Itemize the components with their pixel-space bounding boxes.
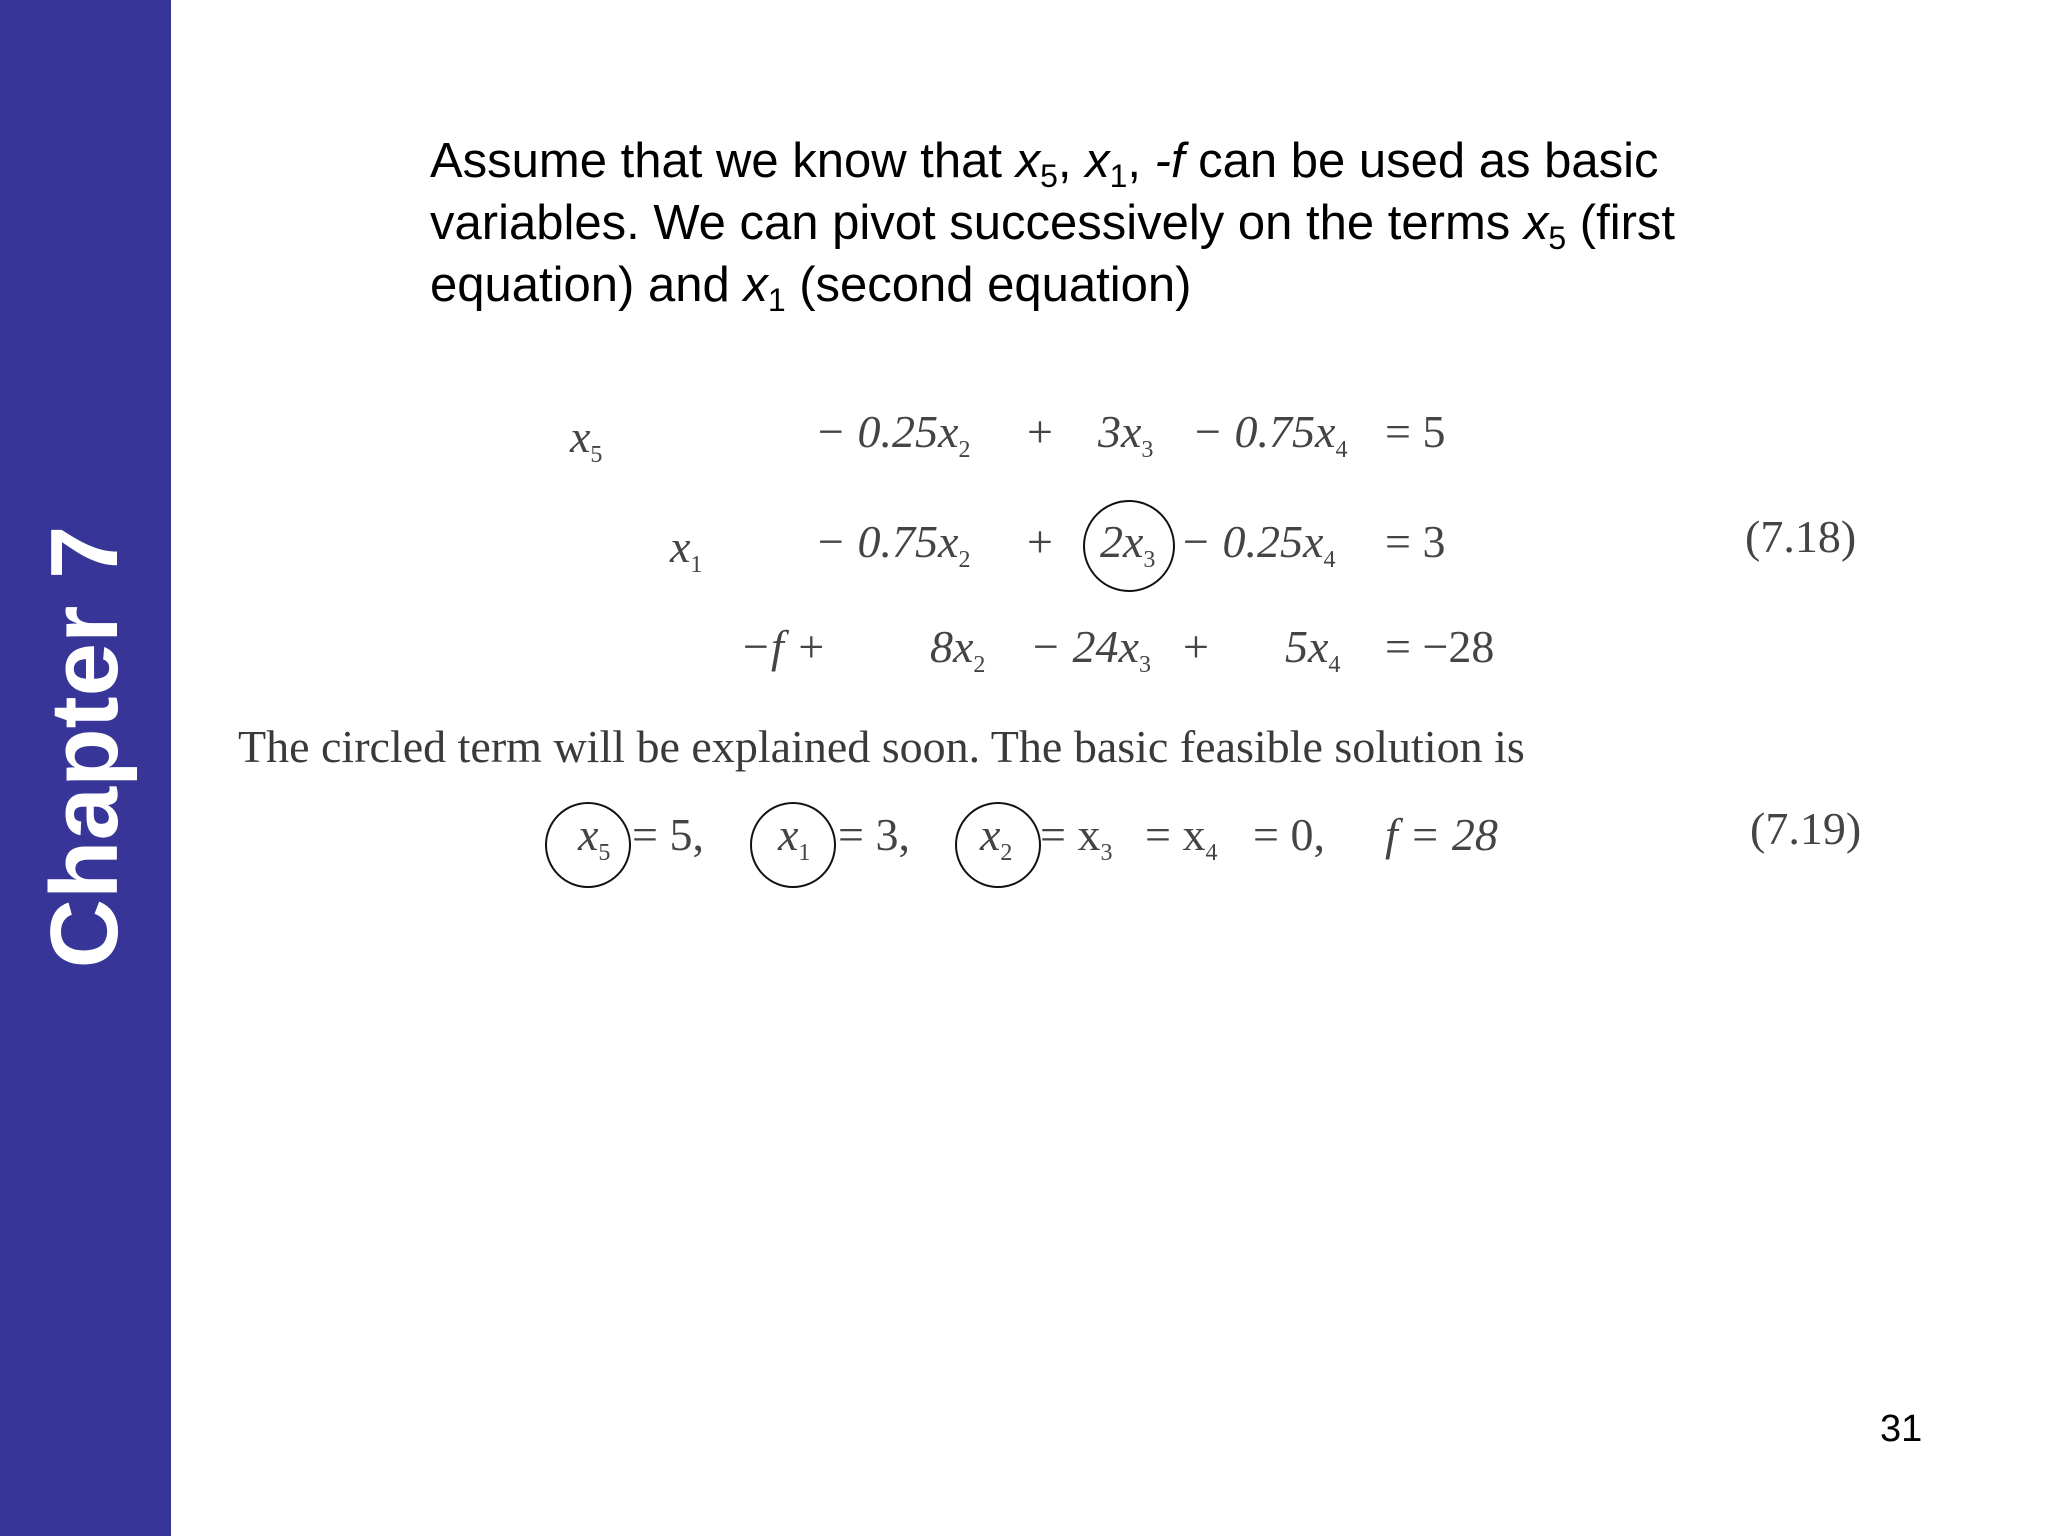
- sol-eq0: = 0,: [1253, 809, 1325, 860]
- row3-term4: $5x_4$: [1285, 621, 1341, 678]
- comma: ,: [1057, 134, 1086, 188]
- row1-term4: − $0.75x_4$: [1192, 406, 1348, 463]
- comma: ,: [1127, 134, 1155, 188]
- row2-term4: − $0.25x_4$: [1180, 516, 1336, 573]
- sol-eq-x4: = $x_4$: [1145, 809, 1218, 866]
- sub-1: 1: [767, 282, 786, 318]
- row1-plus: +: [1027, 406, 1053, 457]
- row3-term3: − $24x_3$: [1030, 621, 1151, 678]
- row1-basic: $x_5$: [570, 411, 603, 468]
- circled-term-note: The circled term will be explained soon. The basic feasible solution is: [238, 721, 1525, 772]
- intro-text-2: can be used as basic variables. We can pivot successively on the terms: [430, 134, 1659, 250]
- row2-plus: +: [1027, 516, 1053, 567]
- intro-text-3: (first equation) and: [430, 196, 1676, 312]
- row3-term2: $8x_2$: [930, 621, 986, 678]
- var-x: x: [1523, 196, 1549, 250]
- sol-x2: $x_2$: [980, 809, 1013, 866]
- row3-rhs: = −28: [1385, 621, 1495, 672]
- row2-term3-pivot: $2x_3$: [1100, 516, 1156, 573]
- sub-1: 1: [1109, 158, 1128, 194]
- row2-basic: $x_1$: [670, 521, 703, 578]
- row1-rhs: = 5: [1385, 406, 1446, 457]
- page-number: 31: [1880, 1408, 1923, 1450]
- sol-circle-x2: [955, 802, 1041, 888]
- sol-eq5: = 5,: [632, 809, 704, 860]
- intro-paragraph: [430, 130, 1860, 316]
- row2-rhs: = 3: [1385, 516, 1446, 567]
- var-minus-f: -f: [1154, 134, 1185, 188]
- row1-term2: − $0.25x_2$: [815, 406, 971, 463]
- sol-eq-x3: = $x_3$: [1040, 809, 1113, 866]
- row1-term3: $3x_3$: [1098, 406, 1154, 463]
- row2-term2: − $0.75x_2$: [815, 516, 971, 573]
- equation-number-7-18: (7.18): [1745, 511, 1857, 562]
- sub-5: 5: [1548, 220, 1567, 256]
- row3-plus: +: [1183, 621, 1209, 672]
- row3-minus-f: −f +: [740, 621, 827, 672]
- intro-text-1: Assume that we know that: [430, 134, 1016, 188]
- var-x: x: [1085, 134, 1110, 188]
- sidebar: [0, 0, 171, 1536]
- sol-circle-x1: [750, 802, 836, 888]
- intro-text-4: (second equation): [785, 258, 1192, 312]
- var-x: x: [743, 258, 768, 312]
- sol-eq3: = 3,: [838, 809, 910, 860]
- equation-number-7-19: (7.19): [1750, 803, 1862, 854]
- sol-circle-x5: [545, 802, 631, 888]
- chapter-label: Chapter 7: [31, 525, 138, 969]
- sol-x1: $x_1$: [778, 809, 811, 866]
- sol-x5: $x_5$: [578, 809, 611, 866]
- pivot-circle: [1083, 500, 1175, 592]
- sub-5: 5: [1040, 158, 1058, 194]
- var-x: x: [1015, 134, 1041, 188]
- sol-f: f = 28: [1385, 809, 1498, 860]
